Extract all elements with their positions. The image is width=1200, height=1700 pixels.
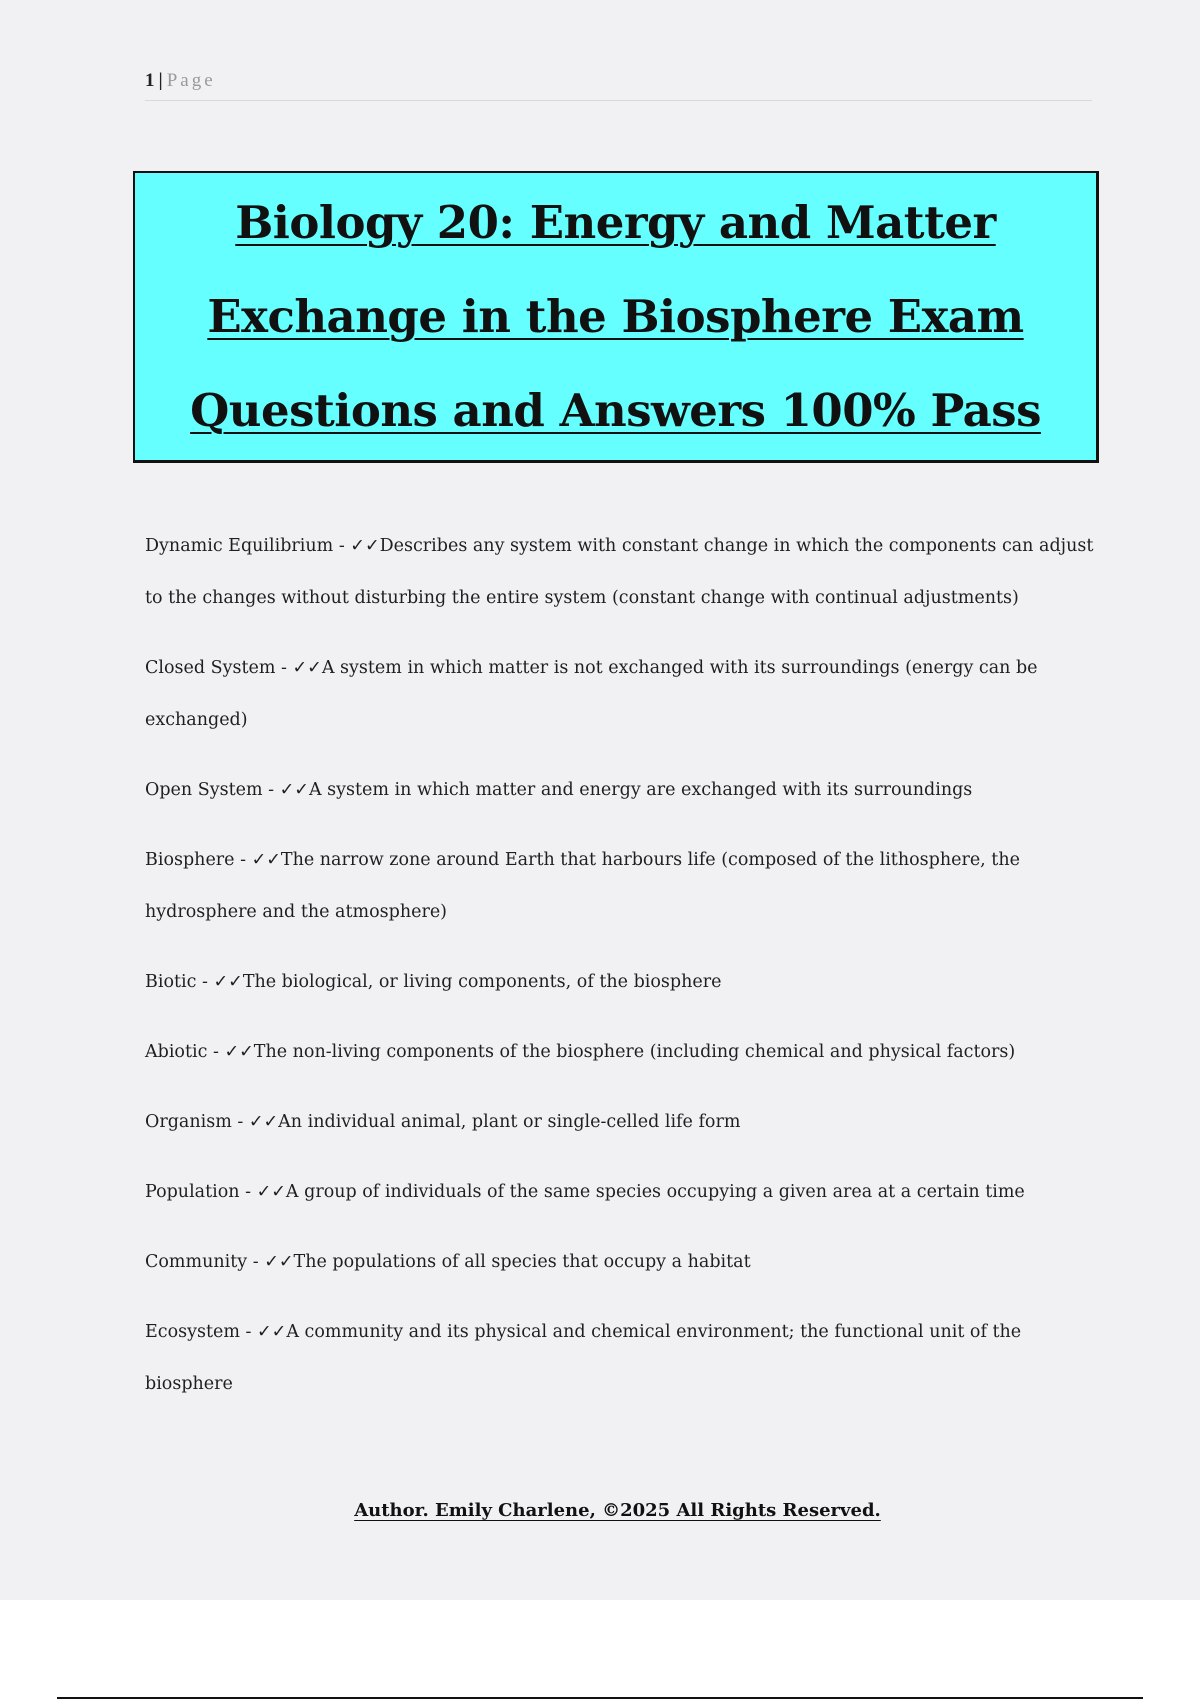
- double-check-icon: ✓✓: [213, 972, 243, 992]
- definition-entry: Biotic - ✓✓The biological, or living components, of the biosphere: [145, 972, 722, 992]
- definition-entry: Closed System - ✓✓A system in which matter is not exchanged with its surroundings (energy can be exchanged): [145, 658, 1038, 730]
- entry-term: Closed System: [145, 658, 276, 678]
- entry-definition: A system in which matter and energy are exchanged with its surroundings: [308, 780, 973, 800]
- entry-definition: The narrow zone around Earth that harbours life (composed of the lithosphere, the hydrosphere and the atmosphere): [145, 850, 1020, 922]
- double-check-icon: ✓✓: [279, 780, 309, 800]
- entry-term: Population: [145, 1182, 240, 1202]
- title-box: [133, 171, 1099, 463]
- double-check-icon: ✓✓: [264, 1252, 294, 1272]
- entry-definition: A system in which matter is not exchanged with its surroundings (energy can be exchanged): [145, 658, 1038, 730]
- definition-entry: Biosphere - ✓✓The narrow zone around Earth that harbours life (composed of the lithosphere, the hydrosphere and the atmosphere): [145, 850, 1020, 922]
- entry-definition: The biological, or living components, of the biosphere: [242, 972, 722, 992]
- copyright-text: Author. Emily Charlene, ©2025 All Rights Reserved.: [354, 1500, 881, 1521]
- entry-definition: A group of individuals of the same species occupying a given area at a certain time: [285, 1182, 1025, 1202]
- author-footer: [0, 1500, 1200, 1521]
- entry-definition: The non-living components of the biosphere (including chemical and physical factors): [253, 1042, 1016, 1062]
- entry-term: Ecosystem: [145, 1322, 240, 1342]
- definition-entry: Organism - ✓✓An individual animal, plant or single-celled life form: [145, 1112, 741, 1132]
- entry-definition: The populations of all species that occupy a habitat: [293, 1252, 751, 1272]
- double-check-icon: ✓✓: [224, 1042, 254, 1062]
- entry-definition: A community and its physical and chemical environment; the functional unit of the biosphere: [145, 1322, 1022, 1394]
- page-header: [145, 70, 1092, 101]
- definition-entry: Population - ✓✓A group of individuals of the same species occupying a given area at a certain time: [145, 1182, 1025, 1202]
- definition-entry: Ecosystem - ✓✓A community and its physical and chemical environment; the functional unit of the biosphere: [145, 1322, 1022, 1394]
- entry-definition: An individual animal, plant or single-celled life form: [278, 1112, 741, 1132]
- page-label: Page: [166, 70, 216, 91]
- definition-entry: Abiotic - ✓✓The non-living components of the biosphere (including chemical and physical factors): [145, 1042, 1016, 1062]
- double-check-icon: ✓✓: [350, 536, 380, 556]
- double-check-icon: ✓✓: [292, 658, 322, 678]
- double-check-icon: ✓✓: [256, 1182, 286, 1202]
- double-check-icon: ✓✓: [251, 850, 281, 870]
- entry-term: Open System: [145, 780, 263, 800]
- entry-term: Dynamic Equilibrium: [145, 536, 334, 556]
- definition-entry: Open System - ✓✓A system in which matter and energy are exchanged with its surroundings: [145, 780, 973, 800]
- entry-definition: Describes any system with constant change in which the components can adjust to the changes without disturbing the entire system (constant change with continual adjustments): [145, 536, 1094, 608]
- title-line-2: Exchange in the Biosphere Exam: [207, 289, 1024, 343]
- bottom-divider: [57, 1697, 1143, 1699]
- page-number: 1: [145, 70, 155, 91]
- entry-term: Organism: [145, 1112, 232, 1132]
- double-check-icon: ✓✓: [257, 1322, 287, 1342]
- page-separator: |: [158, 70, 163, 91]
- definition-entry: Community - ✓✓The populations of all species that occupy a habitat: [145, 1252, 751, 1272]
- entry-term: Community: [145, 1252, 248, 1272]
- entry-term: Abiotic: [145, 1042, 208, 1062]
- title-line-1: Biology 20: Energy and Matter: [235, 195, 996, 249]
- double-check-icon: ✓✓: [248, 1112, 279, 1132]
- entry-term: Biosphere: [145, 850, 235, 870]
- title-line-3: Questions and Answers 100% Pass: [190, 383, 1041, 437]
- definition-list: [145, 520, 1095, 1428]
- entry-term: Biotic: [145, 972, 197, 992]
- definition-entry: Dynamic Equilibrium - ✓✓Describes any system with constant change in which the components can adjust to the changes without disturbing the entire system (constant change with continual adjustments): [145, 536, 1094, 608]
